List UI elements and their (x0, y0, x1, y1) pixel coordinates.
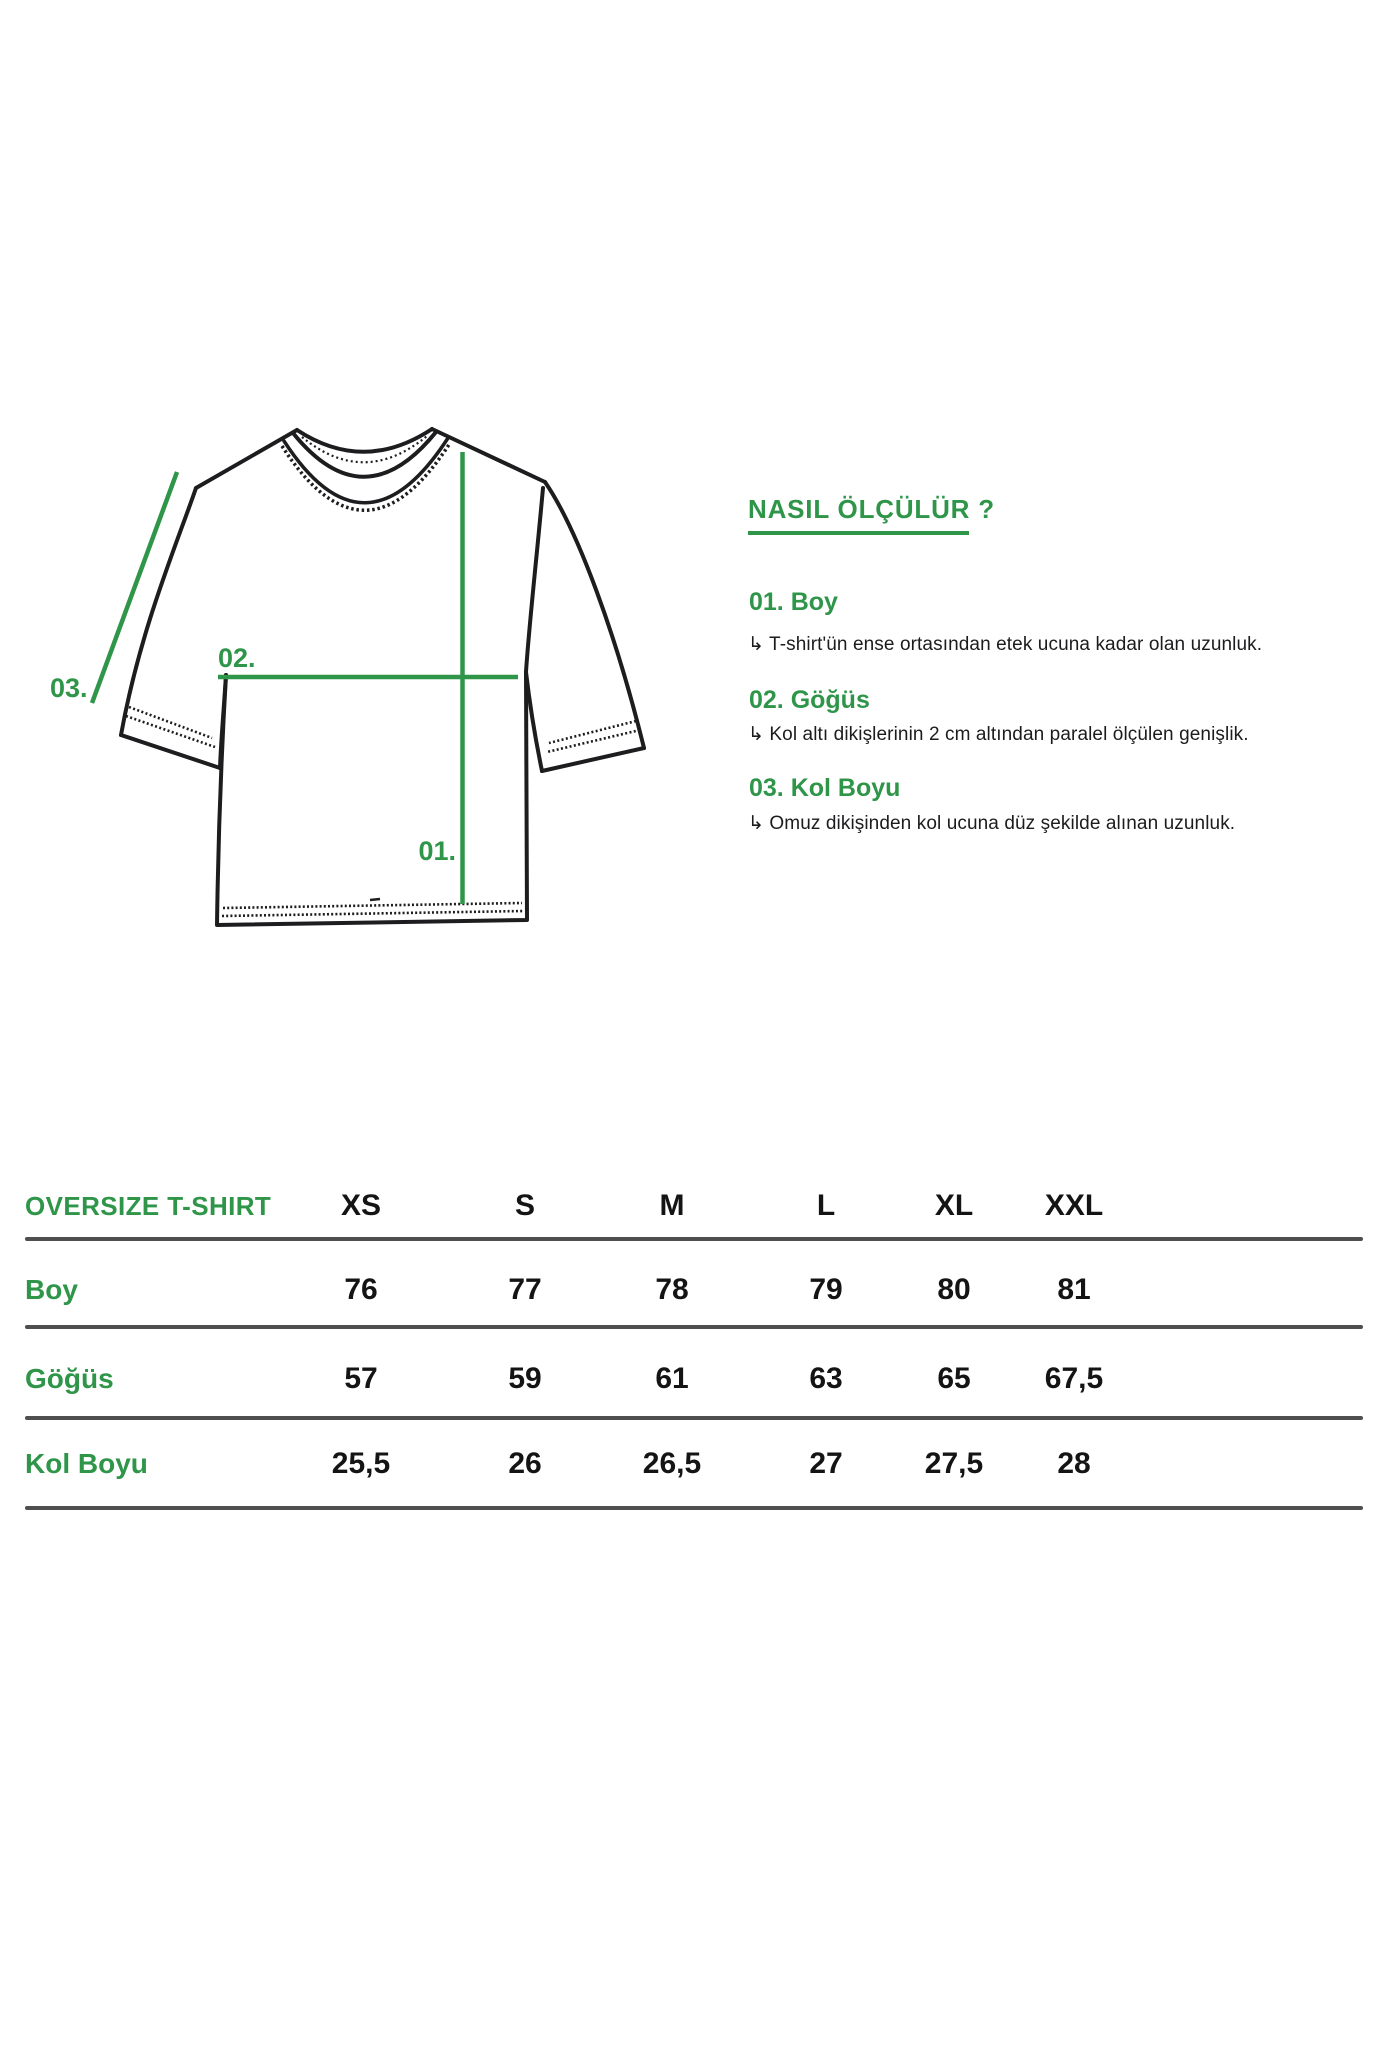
table-cell: 77 (508, 1273, 542, 1306)
left-shoulder-seam (196, 430, 297, 488)
table-cell: 59 (508, 1362, 542, 1395)
tshirt-measurement-diagram (0, 400, 700, 960)
table-separator (25, 1416, 1363, 1420)
table-cell: 26,5 (642, 1447, 702, 1480)
right-cuff-stitch-row-2 (549, 721, 636, 743)
table-cell: 25,5 (331, 1447, 391, 1480)
row-label-gogus: Göğüs (25, 1363, 114, 1394)
row-label-kol-boyu: Kol Boyu (25, 1448, 148, 1479)
right-sleeve-cuff-edge (542, 748, 644, 771)
table-separator (25, 1325, 1363, 1329)
size-column-m: M (659, 1189, 685, 1222)
sleeve-measure-label: 03. (50, 673, 88, 703)
table-cell: 65 (937, 1362, 971, 1395)
size-column-xl: XL (934, 1189, 974, 1222)
chest-measure-label: 02. (218, 643, 256, 673)
left-cuff-stitch-row-2 (129, 707, 212, 738)
right-sleeve-outer-edge (545, 482, 644, 748)
table-cell: 76 (344, 1273, 378, 1306)
table-cell: 78 (655, 1273, 689, 1306)
size-column-xs: XS (340, 1189, 382, 1222)
size-column-s: S (514, 1189, 535, 1222)
table-cell: 26 (508, 1447, 542, 1480)
size-column-xxl: XXL (1044, 1189, 1104, 1222)
table-cell: 63 (809, 1362, 843, 1395)
how-to-measure-title: NASIL ÖLÇÜLÜR ? (748, 494, 995, 524)
back-neckline (297, 429, 432, 452)
hem-stitch-row-2 (223, 903, 522, 908)
size-table-title: OVERSIZE T-SHIRT (25, 1191, 272, 1221)
table-cell: 61 (655, 1362, 689, 1395)
measure-heading-length: 01. Boy (749, 588, 838, 616)
table-separator (25, 1506, 1363, 1510)
table-cell: 67,5 (1044, 1362, 1104, 1395)
measure-heading-sleeve: 03. Kol Boyu (749, 774, 901, 802)
table-cell: 57 (344, 1362, 378, 1395)
measure-description-chest: ↳ Kol altı dikişlerinin 2 cm altından paralel ölçülen genişlik. (748, 724, 1249, 745)
length-measure-label: 01. (418, 836, 456, 866)
measure-description-sleeve: ↳ Omuz dikişinden kol ucuna düz şekilde alınan uzunluk. (748, 813, 1236, 834)
row-label-boy: Boy (25, 1274, 78, 1305)
table-cell: 79 (809, 1273, 843, 1306)
table-cell: 27 (809, 1447, 843, 1480)
measure-heading-chest: 02. Göğüs (749, 686, 870, 714)
right-sleeve-inner-edge (526, 672, 542, 771)
table-separator (25, 1237, 1363, 1241)
table-cell: 81 (1057, 1273, 1091, 1306)
table-cell: 80 (937, 1273, 971, 1306)
size-tag-mark (370, 899, 380, 900)
measure-description-length: ↳ T-shirt'ün ense ortasından etek ucuna kadar olan uzunluk. (748, 634, 1263, 655)
body-outline (217, 672, 527, 925)
left-sleeve-cuff-edge (121, 735, 220, 768)
table-cell: 27,5 (924, 1447, 984, 1480)
table-cell: 28 (1057, 1447, 1091, 1480)
hem-stitch-row-1 (222, 911, 523, 916)
size-column-l: L (816, 1189, 836, 1222)
right-cuff-stitch-row-1 (547, 730, 640, 752)
title-underline (748, 531, 969, 535)
right-sleeve-front-seam (526, 488, 543, 672)
